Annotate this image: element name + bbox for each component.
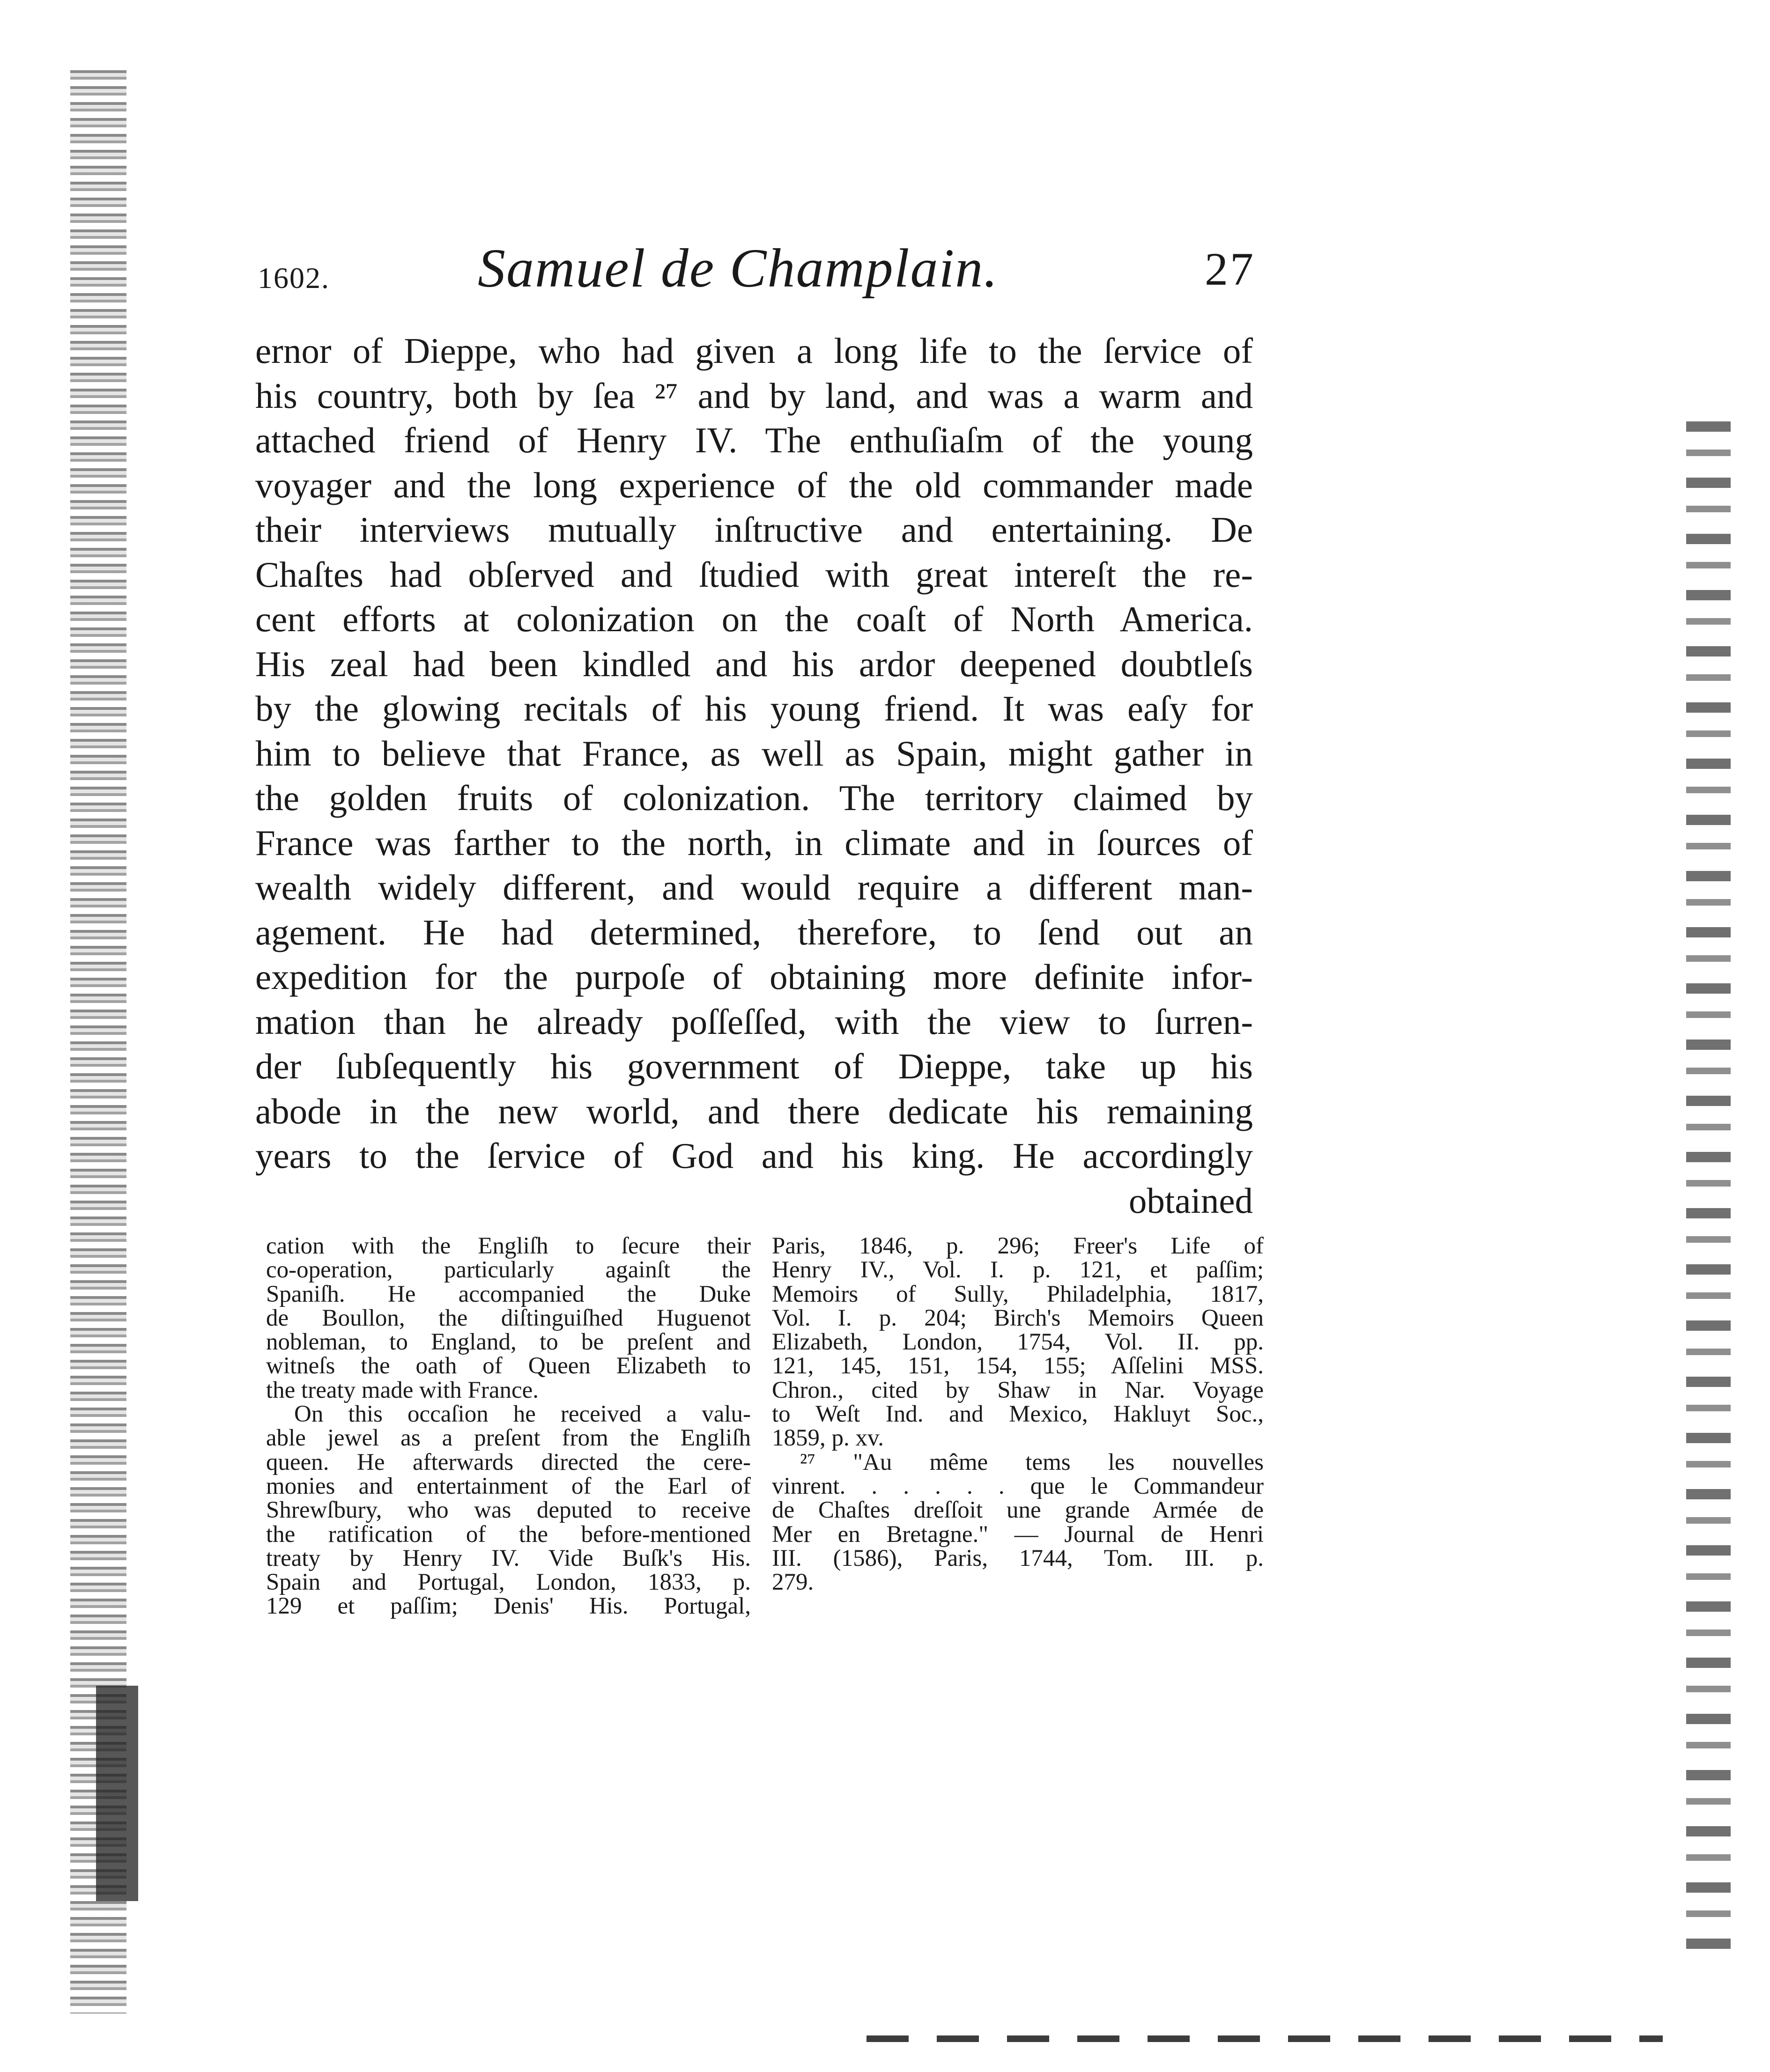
footnote-line: Vol. I. p. 204; Birch's Memoirs Queen [772,1305,1264,1331]
header-year: 1602. [258,261,330,295]
body-line: expedition for the purpoſe of obtaining more definite infor- [255,957,1253,997]
scan-edge-right [1686,421,1731,1967]
footnote-line: monies and entertainment of the Earl of [266,1473,751,1499]
footnote-line: 279. [772,1569,814,1596]
footnote-line: co-operation, particularly againſt the [266,1257,751,1283]
body-line: him to believe that France, as well as Spain, might gather in [255,733,1253,774]
body-line: by the glowing recitals of his young friend. It was eaſy for [255,688,1253,729]
body-line: wealth widely different, and would require a different man- [255,867,1253,907]
running-head [258,236,1255,302]
footnote-line: Henry IV., Vol. I. p. 121, et paſſim; [772,1257,1264,1283]
footnote-line: 121, 145, 151, 154, 155; Aſſelini MSS. [772,1353,1264,1379]
body-line: his country, both by ſea ²⁷ and by land, and was a warm and [255,375,1253,416]
footnote-line: vinrent. . . . . . que le Commandeur [772,1473,1264,1499]
body-line: His zeal had been kindled and his ardor deepened doubtleſs [255,643,1253,684]
body-line: agement. He had determined, therefore, to ſend out an [255,912,1253,952]
footnote-line: nobleman, to England, to be preſent and [266,1329,751,1356]
footnote-line: 129 et paſſim; Denis' His. Portugal, [266,1593,751,1620]
body-line: their interviews mutually inſtructive and entertaining. De [255,509,1253,550]
scan-bottom-marks [866,2035,1663,2042]
footnote-27: ²⁷ "Au même tems les nouvelles [800,1449,1264,1475]
footnote-line: 1859, p. xv. [772,1425,884,1452]
footnote-line: witneſs the oath of Queen Elizabeth to [266,1353,751,1379]
footnote-line: Memoirs of Sully, Philadelphia, 1817, [772,1281,1264,1307]
footnote-line: Mer en Bretagne." — Journal de Henri [772,1521,1264,1548]
footnote-line: able jewel as a preſent from the Engliſh [266,1425,751,1452]
body-text [255,329,1253,1223]
footnote-line: queen. He afterwards directed the cere- [266,1449,751,1475]
footnote-line: Chron., cited by Shaw in Nar. Voyage [772,1377,1264,1403]
body-line: attached friend of Henry IV. The enthuſiaſm of the young [255,420,1253,460]
footnote-line: to Weſt Ind. and Mexico, Hakluyt Soc., [772,1401,1264,1428]
footnote-line: the ratification of the before-mentioned [266,1521,751,1548]
footnote-line: treaty by Henry IV. Vide Buſk's His. [266,1545,751,1571]
footnotes-right-column [772,1234,1264,1594]
footnote-line: On this occaſion he received a valu- [294,1401,751,1428]
footnote-line: de Chaſtes dreſſoit une grande Armée de [772,1497,1264,1524]
footnote-line: Elizabeth, London, 1754, Vol. II. pp. [772,1329,1264,1356]
body-line: cent efforts at colonization on the coaſt of North America. [255,599,1253,639]
body-line: ernor of Dieppe, who had given a long life to the ſervice of [255,331,1253,371]
body-line: mation than he already poſſeſſed, with the view to ſurren- [255,1001,1253,1042]
body-line: France was farther to the north, in climate and in ſources of [255,822,1253,863]
body-line: the golden fruits of colonization. The territory claimed by [255,778,1253,818]
footnote-line: Spaniſh. He accompanied the Duke [266,1281,751,1307]
footnote-line: de Boullon, the diſtinguiſhed Huguenot [266,1305,751,1331]
footnote-line: III. (1586), Paris, 1744, Tom. III. p. [772,1545,1264,1571]
scan-edge-left-dark [96,1686,138,1901]
body-line: Chaſtes had obſerved and ſtudied with great intereſt the re- [255,554,1253,595]
footnote-line: the treaty made with France. [266,1377,539,1403]
footnote-line: Shrewſbury, who was deputed to receive [266,1497,751,1524]
header-title: Samuel de Champlain. [478,237,999,299]
body-line: abode in the new world, and there dedicate his remaining [255,1091,1253,1131]
footnotes-left-column [266,1234,751,1619]
footnote-line: Paris, 1846, p. 296; Freer's Life of [772,1233,1264,1259]
catchword: obtained [1128,1180,1253,1221]
body-line: years to the ſervice of God and his king. He accordingly [255,1136,1253,1176]
page-number: 27 [1205,243,1255,295]
body-line: voyager and the long experience of the old commander made [255,465,1253,505]
footnote-line: cation with the Engliſh to ſecure their [266,1233,751,1259]
footnote-line: Spain and Portugal, London, 1833, p. [266,1569,751,1596]
body-line: der ſubſequently his government of Dieppe, take up his [255,1046,1253,1086]
